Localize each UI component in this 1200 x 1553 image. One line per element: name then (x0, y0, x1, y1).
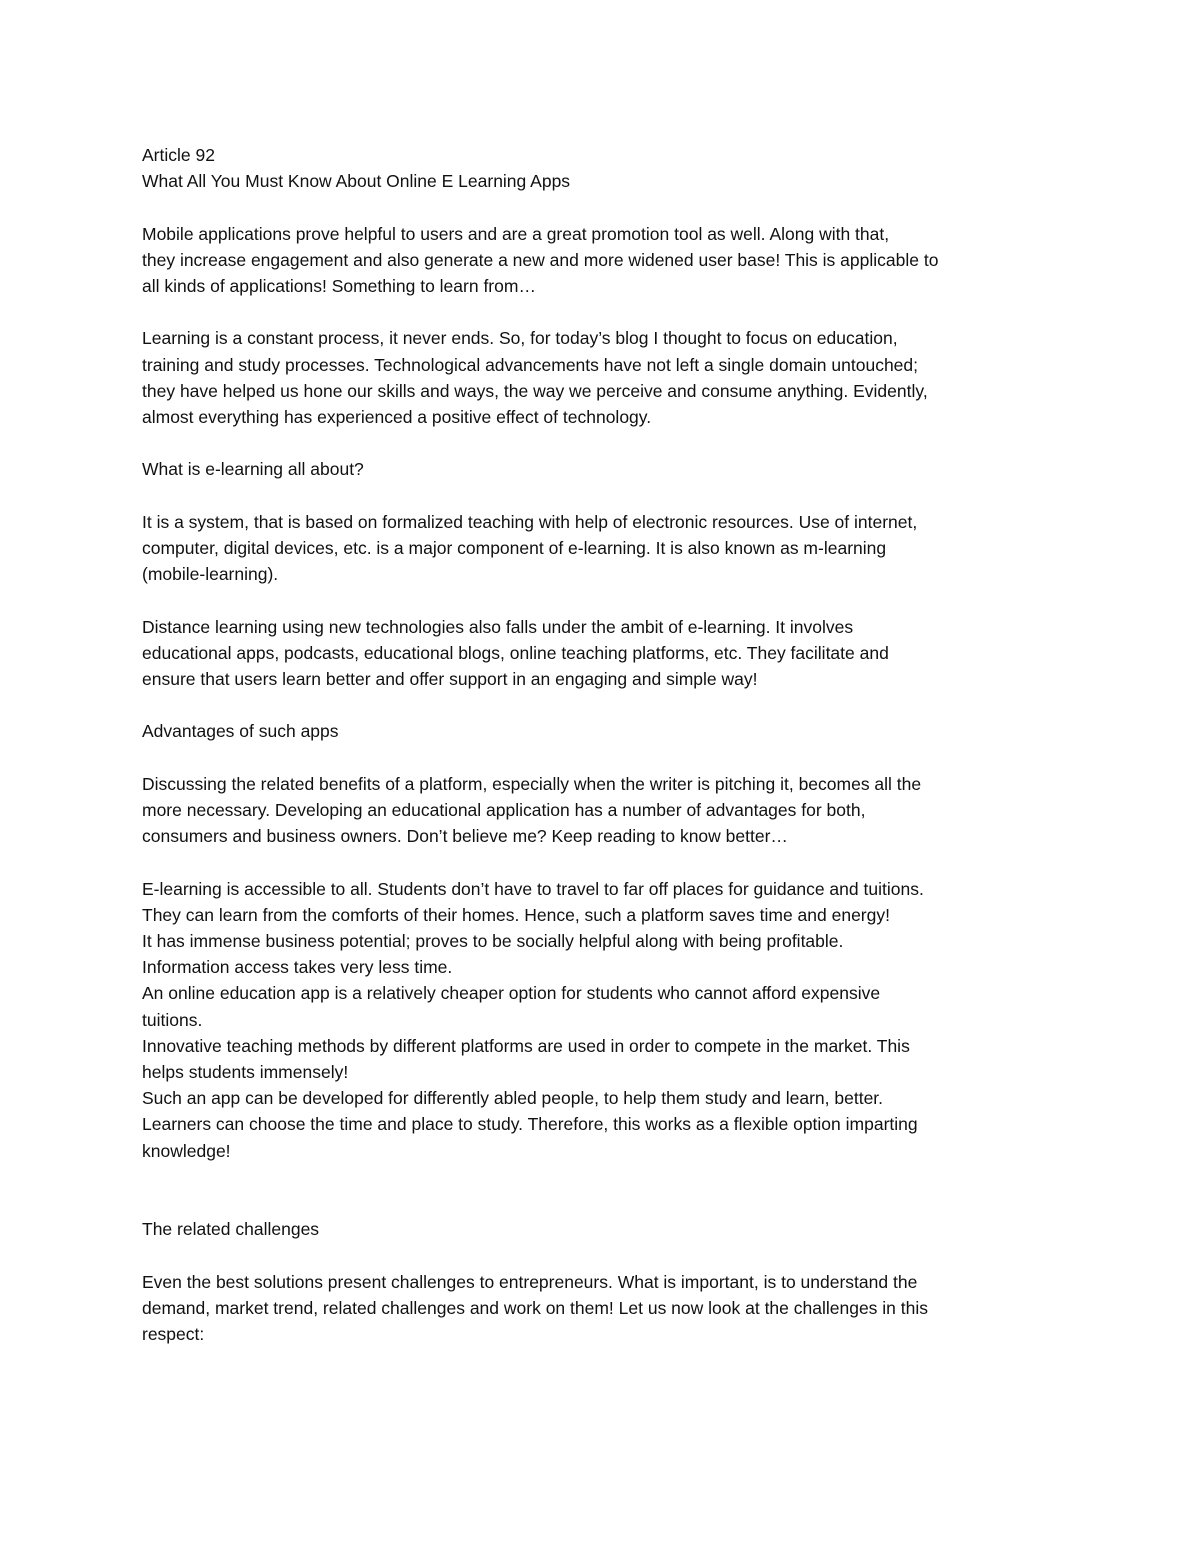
text-line: Discussing the related benefits of a platform, especially when the writer is pitching it, becomes all the (142, 773, 922, 794)
text-line: consumers and business owners. Don’t believe me? Keep reading to know better… (142, 826, 788, 847)
text-line: all kinds of applications! Something to learn from… (142, 276, 536, 296)
text-line: demand, market trend, related challenges and work on them! Let us now look at the challenges in this (142, 1297, 929, 1318)
list-item: Learners can choose the time and place to study. Therefore, this works as a flexible option imparting (142, 1114, 918, 1135)
blank-line (142, 745, 1062, 771)
text-line: (mobile-learning). (142, 564, 279, 585)
challenges-paragraph (142, 1269, 1062, 1348)
section-heading-advantages: Advantages of such apps (142, 721, 339, 742)
section-heading-what-is: What is e-learning all about? (142, 459, 364, 480)
text-line: computer, digital devices, etc. is a major component of e-learning. It is also known as m-learning (142, 537, 887, 558)
section-heading-challenges: The related challenges (142, 1219, 320, 1240)
blank-line (142, 1242, 1062, 1268)
list-item: An online education app is a relatively cheaper option for students who cannot afford expensive (142, 983, 881, 1004)
list-item: helps students immensely! (142, 1061, 349, 1082)
text-line: Even the best solutions present challenges to entrepreneurs. What is important, is to understand the (142, 1271, 918, 1292)
advantages-list (142, 876, 1062, 1164)
blank-line (142, 692, 1062, 718)
blank-lines (142, 1164, 1062, 1216)
discussing-paragraph (142, 771, 1062, 850)
distance-paragraph (142, 614, 1062, 693)
list-item: They can learn from the comforts of their homes. Hence, such a platform saves time and energy! (142, 904, 890, 925)
text-line: Mobile applications prove helpful to users and are a great promotion tool as well. Along with that, (142, 223, 890, 244)
text-line: more necessary. Developing an educational application has a number of advantages for both, (142, 799, 866, 820)
list-item: Innovative teaching methods by different platforms are used in order to compete in the market. This (142, 1035, 910, 1056)
list-item: tuitions. (142, 1009, 203, 1030)
intro-paragraph (142, 221, 1062, 300)
text-line: they have helped us hone our skills and ways, the way we perceive and consume anything. Evidently, (142, 380, 928, 401)
text-line: ensure that users learn better and offer support in an engaging and simple way! (142, 668, 758, 689)
text-line: Learning is a constant process, it never ends. So, for today’s blog I thought to focus on education, (142, 328, 898, 349)
text-line: respect: (142, 1323, 205, 1344)
blank-line (142, 194, 1062, 220)
system-paragraph (142, 509, 1062, 588)
text-line: Distance learning using new technologies also falls under the ambit of e-learning. It involves (142, 616, 854, 637)
document-page (142, 142, 1062, 1347)
list-item: knowledge! (142, 1140, 231, 1161)
learning-paragraph (142, 325, 1062, 430)
blank-line (142, 587, 1062, 613)
blank-line (142, 299, 1062, 325)
blank-line (142, 483, 1062, 509)
text-line: educational apps, podcasts, educational blogs, online teaching platforms, etc. They facilitate and (142, 642, 889, 663)
text-line: training and study processes. Technological advancements have not left a single domain untouched; (142, 354, 919, 375)
text-line: almost everything has experienced a positive effect of technology. (142, 407, 652, 427)
list-item: Information access takes very less time. (142, 957, 453, 978)
text-line: they increase engagement and also generate a new and more widened user base! This is applicable to (142, 249, 939, 270)
blank-line (142, 430, 1062, 456)
list-item: Such an app can be developed for differently abled people, to help them study and learn, better. (142, 1088, 884, 1109)
article-title: What All You Must Know About Online E Learning Apps (142, 171, 571, 192)
list-item: It has immense business potential; proves to be socially helpful along with being profitable. (142, 930, 844, 951)
article-number: Article 92 (142, 145, 215, 165)
list-item: E-learning is accessible to all. Students don’t have to travel to far off places for guidance and tuitions. (142, 878, 924, 899)
text-line: It is a system, that is based on formalized teaching with help of electronic resources. Use of internet, (142, 511, 918, 532)
blank-line (142, 849, 1062, 875)
